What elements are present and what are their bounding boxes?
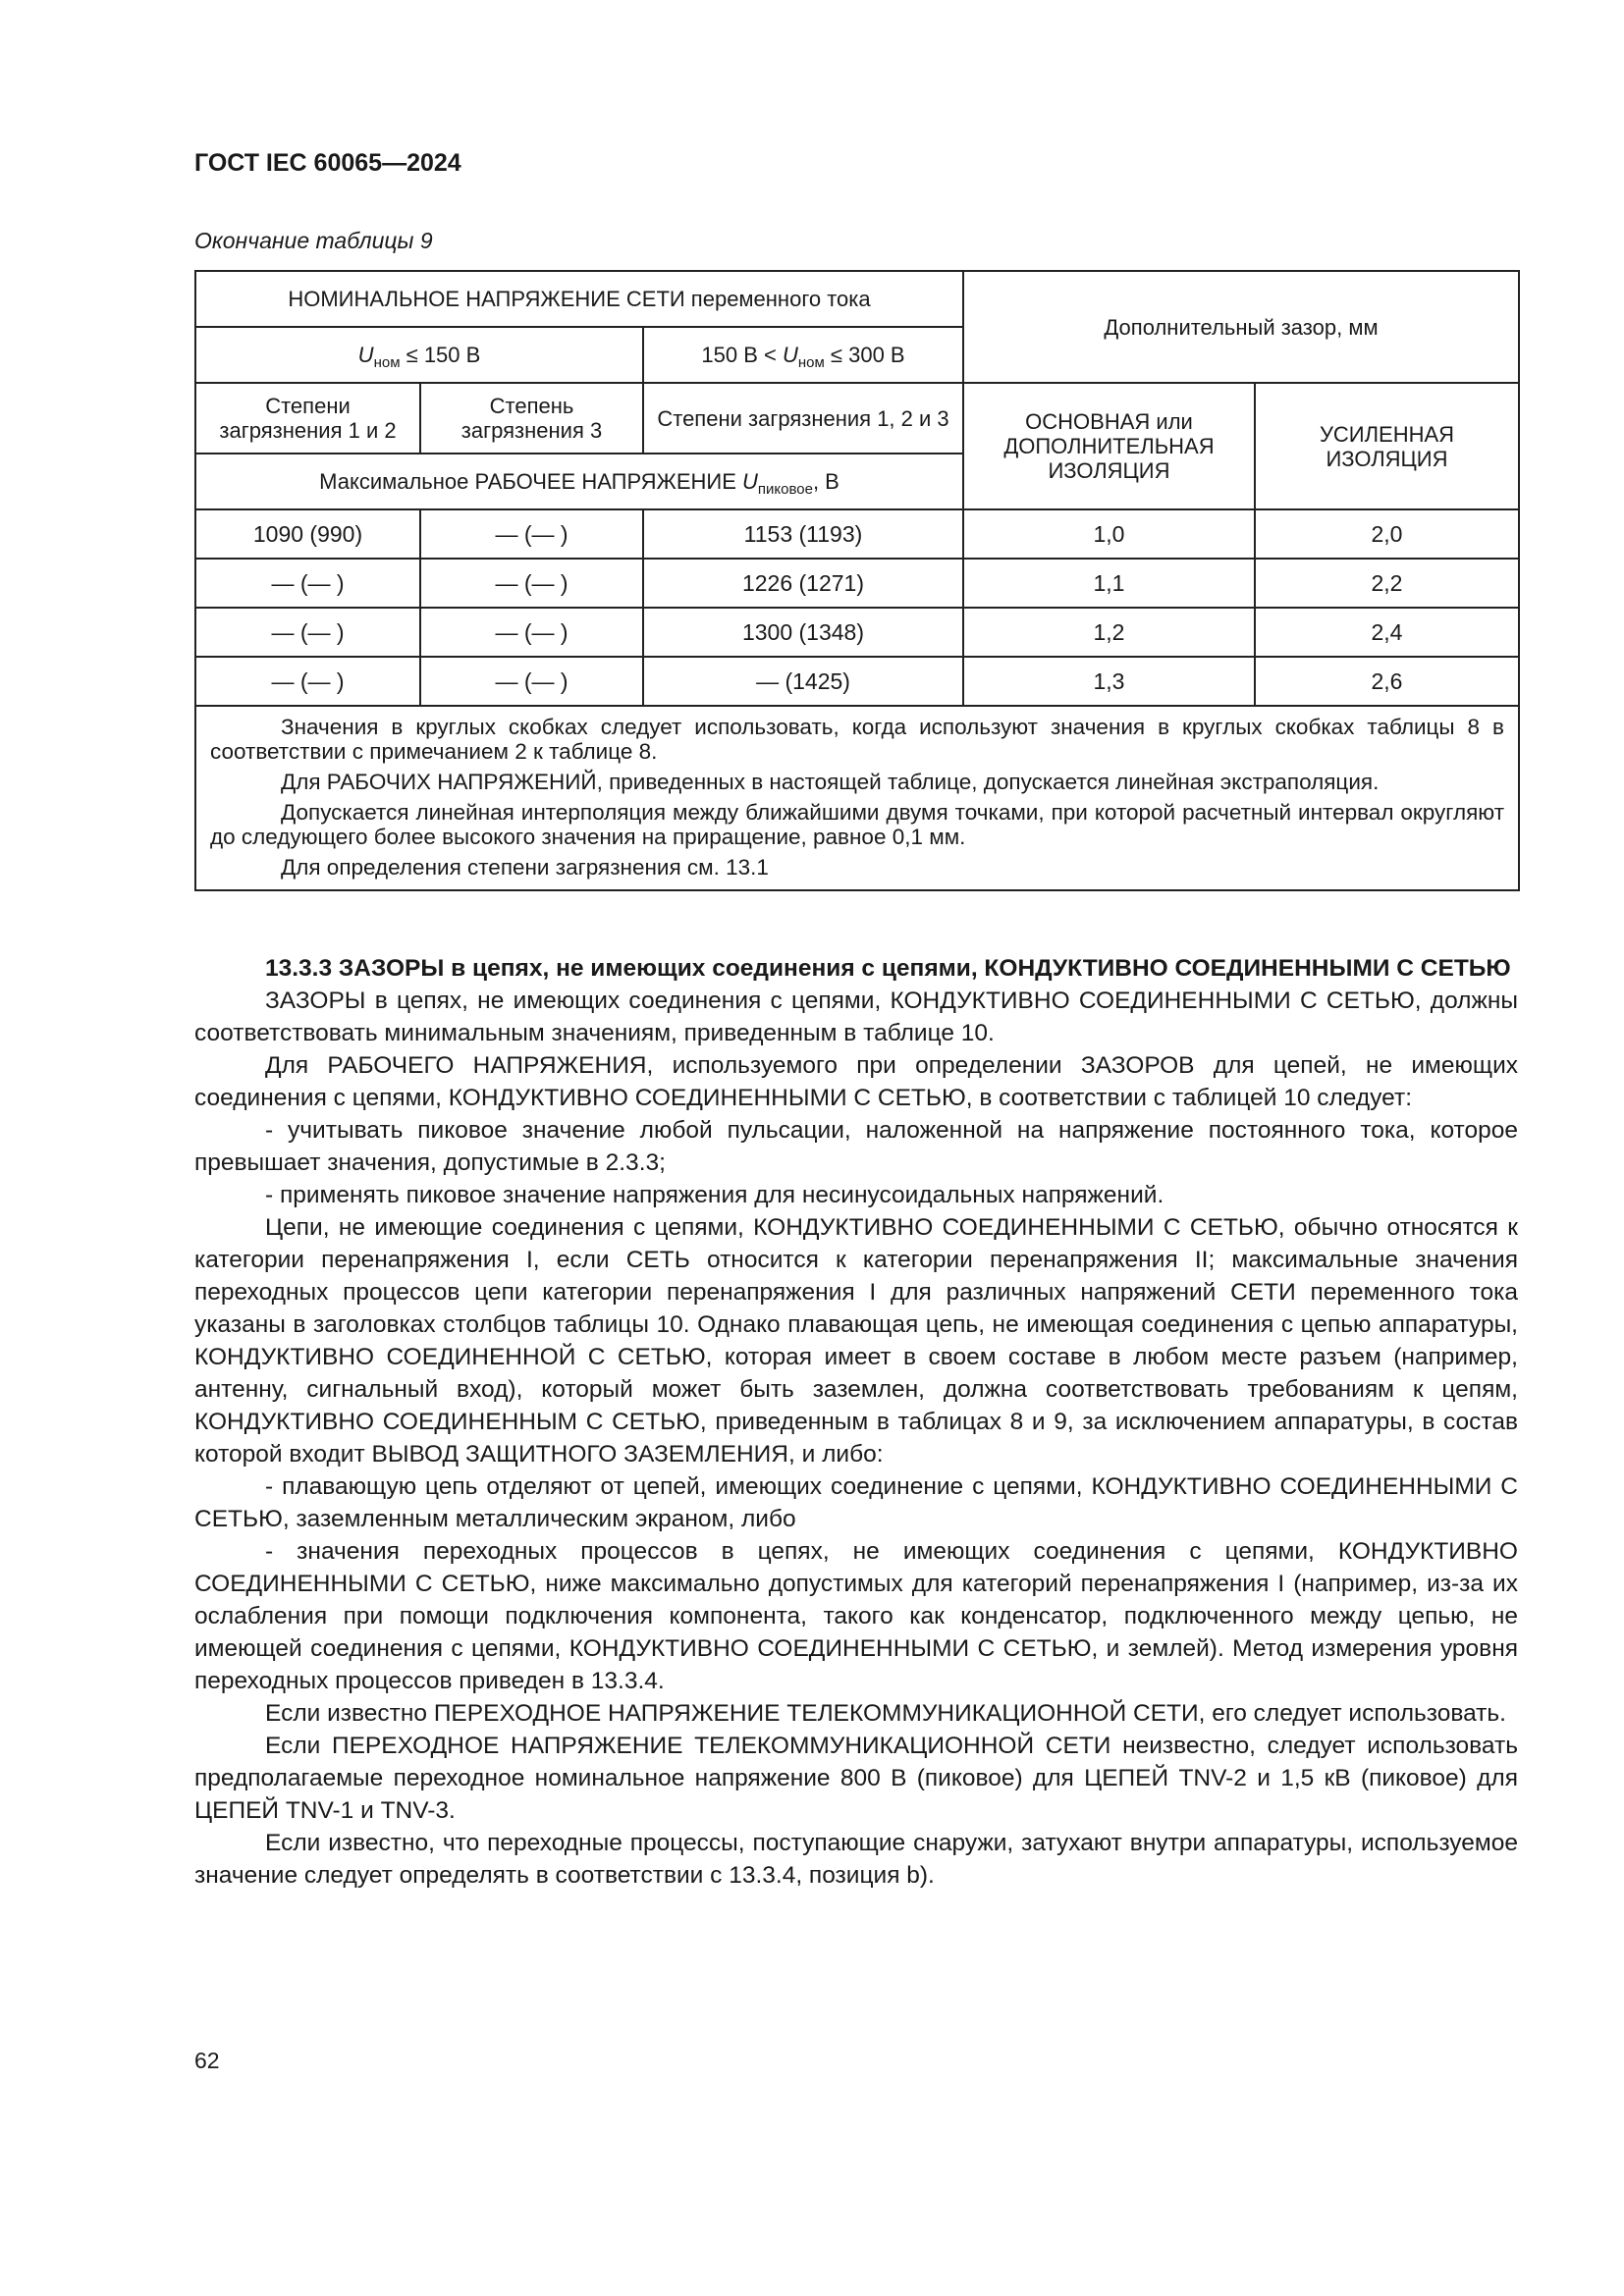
table-note: Для РАБОЧИХ НАПРЯЖЕНИЙ, приведенных в настоящей таблице, допускается линейная экстраполяция.	[281, 770, 1380, 794]
u-subscript: пиковое	[757, 481, 813, 498]
table-cell: — (— )	[420, 657, 643, 706]
u-subscript: ном	[373, 354, 401, 371]
table-cell: 2,0	[1255, 509, 1519, 559]
table-note: Допускается линейная интерполяция между ближайшими двумя точками, при которой расчетный интервал округляют до следующего более высокого значения на приращение, равное 0,1 мм.	[210, 800, 1504, 849]
paragraph: Если известно ПЕРЕХОДНОЕ НАПРЯЖЕНИЕ ТЕЛЕКОММУНИКАЦИОННОЙ СЕТИ, его следует использовать.	[265, 1700, 1506, 1727]
header-rated-voltage: НОМИНАЛЬНОЕ НАПРЯЖЕНИЕ СЕТИ переменного тока	[195, 271, 963, 327]
header-pollution-3: Степень загрязнения 3	[420, 383, 643, 454]
paragraph: - учитывать пиковое значение любой пульсации, наложенной на напряжение постоянного тока, которое превышает значения, допустимые в 2.3.3;	[194, 1117, 1518, 1176]
working-voltage-label: Максимальное РАБОЧЕЕ НАПРЯЖЕНИЕ	[319, 469, 742, 494]
table-cell: 1,3	[963, 657, 1255, 706]
table-cell: 1300 (1348)	[643, 608, 963, 657]
u-symbol: U	[742, 469, 758, 494]
table-cell: 1,2	[963, 608, 1255, 657]
table-cell: 1153 (1193)	[643, 509, 963, 559]
header-u-150-300	[643, 327, 963, 383]
table-cell: — (— )	[420, 509, 643, 559]
u-subscript: ном	[797, 354, 825, 371]
paragraph: - применять пиковое значение напряжения для несинусоидальных напряжений.	[265, 1182, 1164, 1208]
table-cell: 1226 (1271)	[643, 559, 963, 608]
table-cell: — (— )	[195, 608, 420, 657]
u-symbol: U	[782, 343, 798, 367]
table-cell: — (1425)	[643, 657, 963, 706]
paragraph: - плавающую цепь отделяют от цепей, имеющих соединение с цепями, КОНДУКТИВНО СОЕДИНЕННЫМИ С СЕТЬЮ, заземленным металлическим экраном, либо	[194, 1473, 1518, 1532]
header-reinforced-insulation: УСИЛЕННАЯ ИЗОЛЯЦИЯ	[1255, 383, 1519, 509]
table-row	[195, 657, 1519, 706]
table-caption: Окончание таблицы 9	[194, 228, 433, 253]
table-note: Для определения степени загрязнения см. 13.1	[281, 855, 769, 880]
header-working-voltage	[195, 454, 963, 509]
table-cell: 1,1	[963, 559, 1255, 608]
header-clearance: Дополнительный зазор, мм	[963, 271, 1519, 383]
header-pollution-1-2-3: Степени загрязнения 1, 2 и 3	[643, 383, 963, 454]
table-cell: 2,2	[1255, 559, 1519, 608]
table-cell: 2,6	[1255, 657, 1519, 706]
table-notes	[195, 706, 1519, 890]
table-cell: — (— )	[420, 559, 643, 608]
paragraph: Если известно, что переходные процессы, поступающие снаружи, затухают внутри аппаратуры, используемое значение следует определять в соответствии с 13.3.4, позиция b).	[194, 1830, 1518, 1889]
working-voltage-unit: , В	[812, 469, 839, 494]
paragraph: Цепи, не имеющие соединения с цепями, КОНДУКТИВНО СОЕДИНЕННЫМИ С СЕТЬЮ, обычно относятся к категории перенапряжения I, если СЕТЬ относится к категории перенапряжения II; максимальные значения переходных процессов цепи категории перенапряжения I для различных напряжений СЕТИ переменного тока указаны в заголовках столбцов таблицы 10. Однако плавающая цепь, не имеющая соединения с цепью аппаратуры, КОНДУКТИВНО СОЕДИНЕННОЙ С СЕТЬЮ, которая имеет в своем составе в любом месте разъем (например, антенну, сигнальный вход), который может быть заземлен, должна соответствовать требованиям к цепям, КОНДУКТИВНО СОЕДИНЕННЫМ С СЕТЬЮ, приведенным в таблицах 8 и 9, за исключением аппаратуры, в состав которой входит ВЫВОД ЗАЩИТНОГО ЗАЗЕМЛЕНИЯ, и либо:	[194, 1214, 1518, 1468]
section-heading: 13.3.3 ЗАЗОРЫ в цепях, не имеющих соединения с цепями, КОНДУКТИВНО СОЕДИНЕННЫМИ С СЕТЬЮ	[265, 955, 1511, 982]
table-row	[195, 559, 1519, 608]
table-cell: — (— )	[420, 608, 643, 657]
document-header: ГОСТ IEC 60065—2024	[194, 149, 461, 177]
header-u-le-150	[195, 327, 643, 383]
table-row	[195, 608, 1519, 657]
paragraph: Если ПЕРЕХОДНОЕ НАПРЯЖЕНИЕ ТЕЛЕКОММУНИКАЦИОННОЙ СЕТИ неизвестно, следует использовать предполагаемые переходное номинальное напряжение 800 В (пиковое) для ЦЕПЕЙ TNV-2 и 1,5 кВ (пиковое) для ЦЕПЕЙ TNV-1 и TNV-3.	[194, 1733, 1518, 1824]
paragraph: - значения переходных процессов в цепях, не имеющих соединения с цепями, КОНДУКТИВНО СОЕДИНЕННЫМИ С СЕТЬЮ, ниже максимально допустимых для категорий перенапряжения I (например, из-за их ослабления при помощи подключения компонента, такого как конденсатор, подключенного между цепью, не имеющей соединения с цепями, КОНДУКТИВНО СОЕДИНЕННЫМИ С СЕТЬЮ, и землей). Метод измерения уровня переходных процессов приведен в 13.3.4.	[194, 1538, 1518, 1694]
table-9	[194, 270, 1520, 891]
table-note: Значения в круглых скобках следует использовать, когда используют значения в круглых скобках таблицы 8 в соответствии с примечанием 2 к таблице 8.	[210, 715, 1504, 764]
table-cell: 1090 (990)	[195, 509, 420, 559]
u-range-prefix: 150 В <	[701, 343, 783, 367]
paragraph: Для РАБОЧЕГО НАПРЯЖЕНИЯ, используемого при определении ЗАЗОРОВ для цепей, не имеющих соединения с цепями, КОНДУКТИВНО СОЕДИНЕННЫМИ С СЕТЬЮ, в соответствии с таблицей 10 следует:	[194, 1052, 1518, 1111]
section-body	[194, 952, 1518, 1892]
u-range-text: ≤ 150 В	[400, 343, 481, 367]
paragraph: ЗАЗОРЫ в цепях, не имеющих соединения с цепями, КОНДУКТИВНО СОЕДИНЕННЫМИ С СЕТЬЮ, должны соответствовать минимальным значениям, приведенным в таблице 10.	[194, 988, 1518, 1046]
table-cell: — (— )	[195, 657, 420, 706]
page-number: 62	[194, 2048, 220, 2073]
header-pollution-1-2: Степени загрязнения 1 и 2	[195, 383, 420, 454]
u-range-text: ≤ 300 В	[824, 343, 905, 367]
table-cell: 1,0	[963, 509, 1255, 559]
table-cell: 2,4	[1255, 608, 1519, 657]
u-symbol: U	[357, 343, 374, 367]
header-basic-insulation: ОСНОВНАЯ или ДОПОЛНИТЕЛЬНАЯ ИЗОЛЯЦИЯ	[963, 383, 1255, 509]
table-row	[195, 509, 1519, 559]
table-cell: — (— )	[195, 559, 420, 608]
